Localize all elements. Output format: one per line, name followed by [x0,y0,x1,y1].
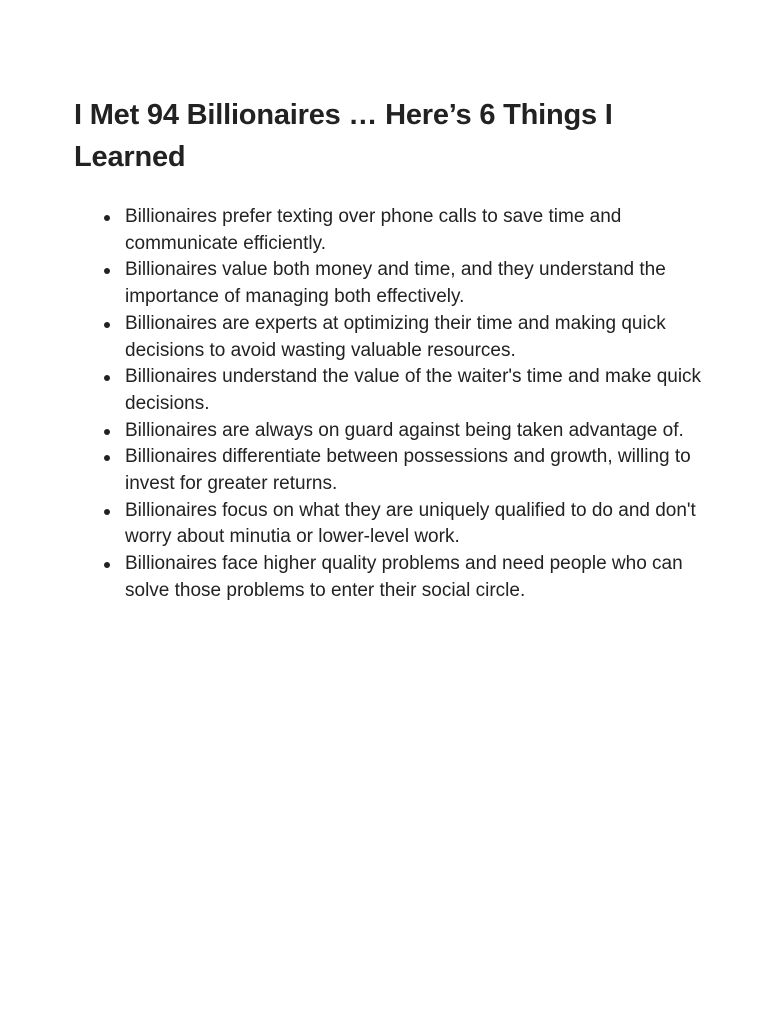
list-item-text: Billionaires focus on what they are uniquely qualified to do and don't worry about minutia or lower-level work. [125,499,696,548]
list-item-text: Billionaires understand the value of the waiter's time and make quick decisions. [125,366,702,414]
list-item-text: Billionaires are always on guard against being taken advantage of. [125,419,684,441]
list-item [74,204,704,257]
list-item [74,257,704,310]
list-item-text: Billionaires differentiate between possessions and growth, willing to invest for greater returns. [125,446,691,495]
bullet-dot-icon [104,562,110,568]
bullet-dot-icon [104,268,110,274]
list-item-text: Billionaires prefer texting over phone calls to save time and communicate efficiently. [125,206,622,254]
bullet-dot-icon [104,375,110,381]
bullet-dot-icon [104,215,110,221]
list-item-text: Billionaires face higher quality problems and need people who can solve those problems to enter their social circle. [125,553,683,601]
list-item [74,498,704,551]
list-item-text: Billionaires are experts at optimizing their time and making quick decisions to avoid wasting valuable resources. [125,312,666,361]
bullet-dot-icon [104,509,110,515]
list-item-text: Billionaires value both money and time, and they understand the importance of managing both effectively. [125,259,666,308]
list-item [74,444,704,497]
key-points-list [74,204,704,605]
bullet-dot-icon [104,455,110,461]
list-item [74,418,704,445]
list-item [74,551,704,604]
list-item [74,364,704,417]
list-item [74,311,704,364]
page-title: I Met 94 Billionaires … Here’s 6 Things I Learned [74,99,613,173]
document-page [74,94,704,605]
bullet-dot-icon [104,322,110,328]
bullet-dot-icon [104,429,110,435]
